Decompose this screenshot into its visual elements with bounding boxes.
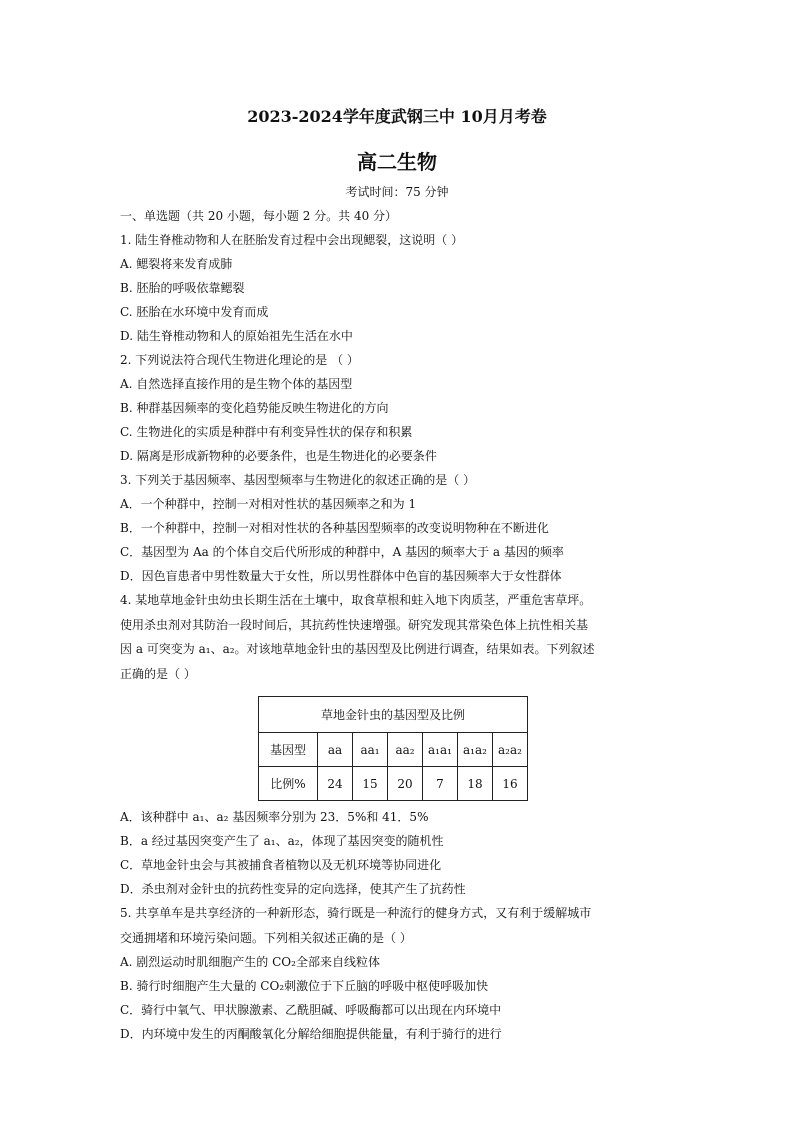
section-heading: 一、单选题（共 20 小题，每小题 2 分。共 40 分）	[120, 209, 398, 223]
table-row	[259, 767, 528, 801]
table-row-label: 比例%	[259, 767, 318, 801]
table-cell-genotype: a₁a₁	[423, 733, 458, 767]
question-4-option-b: B．a 经过基因突变产生了 a₁、a₂，体现了基因突变的随机性	[120, 834, 444, 848]
question-4-option-d: D．杀虫剂对金针虫的抗药性变异的定向选择，使其产生了抗药性	[120, 882, 466, 896]
question-3-stem: 3. 下列关于基因频率、基因型频率与生物进化的叙述正确的是（ ）	[120, 473, 476, 487]
question-4-stem-line: 正确的是（ ）	[120, 666, 196, 681]
question-2-option-a: A. 自然选择直接作用的是生物个体的基因型	[120, 377, 353, 391]
question-4-stem-line: 因 a 可突变为 a₁、a₂。对该地草地金针虫的基因型及比例进行调查，结果如表。下列叙述	[120, 642, 595, 656]
question-4-stem-line: 使用杀虫剂对其防治一段时间后，其抗药性快速增强。研究发现其常染色体上抗性相关基	[120, 617, 589, 632]
table-row-label: 基因型	[259, 733, 318, 767]
subject-title: 高二生物	[357, 150, 437, 174]
table-cell-percentage: 7	[423, 767, 458, 801]
table-cell-percentage: 20	[388, 767, 423, 801]
question-3-option-c: C．基因型为 Aa 的个体自交后代所形成的种群中，A 基因的频率大于 a 基因的频率	[120, 545, 564, 559]
table-cell-genotype: a₂a₂	[493, 733, 528, 767]
question-2-option-c: C. 生物进化的实质是种群中有利变异性状的保存和积累	[120, 425, 413, 439]
question-2-stem: 2. 下列说法符合现代生物进化理论的是 （ ）	[120, 353, 359, 367]
table-cell-percentage: 15	[353, 767, 388, 801]
question-5-option-b: B. 骑行时细胞产生大量的 CO₂刺激位于下丘脑的呼吸中枢使呼吸加快	[120, 979, 489, 993]
question-2-option-d: D. 隔离是形成新物种的必要条件，也是生物进化的必要条件	[120, 449, 437, 463]
question-1-option-c: C. 胚胎在水环境中发育而成	[120, 305, 269, 319]
question-5-stem-line: 5. 共享单车是共享经济的一种新形态，骑行既是一种流行的健身方式，又有利于缓解城市	[120, 906, 592, 920]
question-1-stem: 1. 陆生脊椎动物和人在胚胎发育过程中会出现鳃裂，这说明（ ）	[120, 233, 464, 247]
question-3-option-d: D．因色盲患者中男性数量大于女性，所以男性群体中色盲的基因频率大于女性群体	[120, 569, 562, 583]
genotype-table-caption: 草地金针虫的基因型及比例	[259, 697, 528, 733]
question-5-option-a: A. 剧烈运动时肌细胞产生的 CO₂全部来自线粒体	[120, 955, 380, 969]
question-4-option-c: C．草地金针虫会与其被捕食者植物以及无机环境等协同进化	[120, 858, 442, 872]
question-content	[120, 204, 682, 1046]
question-5-option-c: C．骑行中氧气、甲状腺激素、乙酰胆碱、呼吸酶都可以出现在内环境中	[120, 1003, 502, 1017]
question-2-option-b: B. 种群基因频率的变化趋势能反映生物进化的方向	[120, 401, 389, 415]
question-3-option-a: A．一个种群中，控制一对相对性状的基因频率之和为 1	[120, 497, 417, 511]
question-4-stem-line: 4. 某地草地金针虫幼虫长期生活在土壤中，取食草根和蛀入地下肉质茎，严重危害草坪。	[120, 593, 592, 607]
question-3-option-b: B．一个种群中，控制一对相对性状的各种基因型频率的改变说明物种在不断进化	[120, 521, 549, 535]
exam-title: 2023-2024学年度武钢三中 10月月考卷	[247, 107, 547, 126]
table-cell-genotype: a₁a₂	[458, 733, 493, 767]
question-1-option-d: D. 陆生脊椎动物和人的原始祖先生活在水中	[120, 329, 353, 343]
table-row	[259, 733, 528, 767]
genotype-table	[258, 696, 528, 801]
question-1-option-a: A. 鳃裂将来发育成肺	[120, 257, 233, 271]
question-5-option-d: D．内环境中发生的丙酮酸氧化分解给细胞提供能量，有利于骑行的进行	[120, 1027, 502, 1041]
table-cell-percentage: 16	[493, 767, 528, 801]
table-cell-percentage: 18	[458, 767, 493, 801]
table-cell-genotype: aa₂	[388, 733, 423, 767]
table-cell-genotype: aa	[318, 733, 353, 767]
question-4-option-a: A．该种群中 a₁、a₂ 基因频率分别为 23．5%和 41．5%	[120, 810, 429, 824]
table-cell-percentage: 24	[318, 767, 353, 801]
question-1-option-b: B. 胚胎的呼吸依靠鳃裂	[120, 281, 245, 295]
exam-time: 考试时间：75 分钟	[345, 185, 449, 199]
table-cell-genotype: aa₁	[353, 733, 388, 767]
question-5-stem-line: 交通拥堵和环境污染问题。下列相关叙述正确的是（ ）	[120, 930, 412, 945]
